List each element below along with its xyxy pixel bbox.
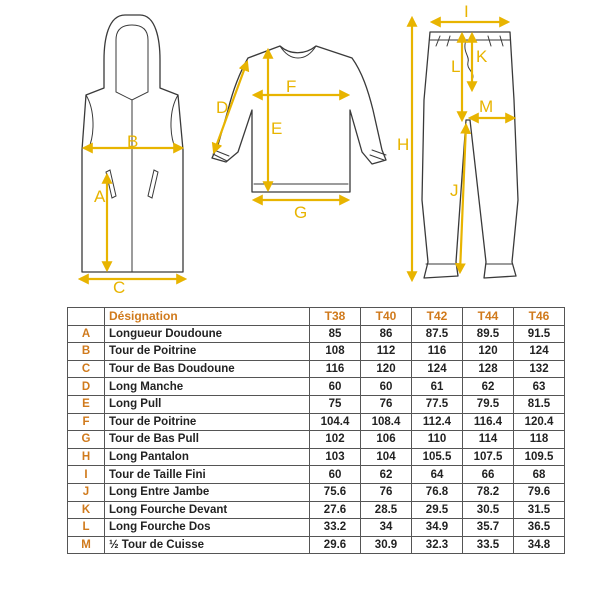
- row-value-t46: 118: [514, 431, 565, 449]
- row-value-t42: 76.8: [412, 483, 463, 501]
- row-letter: I: [68, 466, 105, 484]
- table-row: [68, 448, 565, 466]
- row-designation: Long Fourche Devant: [105, 501, 310, 519]
- row-letter: J: [68, 483, 105, 501]
- row-letter: C: [68, 360, 105, 378]
- row-value-t40: 62: [361, 466, 412, 484]
- row-value-t38: 116: [310, 360, 361, 378]
- pants-label-m: M: [479, 97, 494, 116]
- row-value-t44: 79.5: [463, 395, 514, 413]
- row-value-t42: 112.4: [412, 413, 463, 431]
- sweater-label-f: F: [286, 77, 297, 96]
- table-row: [68, 536, 565, 554]
- row-value-t38: 33.2: [310, 519, 361, 537]
- row-letter: D: [68, 378, 105, 396]
- table-header-row: [68, 308, 565, 326]
- row-letter: F: [68, 413, 105, 431]
- row-value-t40: 108.4: [361, 413, 412, 431]
- vest-label-b: B: [127, 132, 139, 151]
- row-value-t44: 128: [463, 360, 514, 378]
- table-row: [68, 360, 565, 378]
- row-designation: Tour de Poitrine: [105, 343, 310, 361]
- row-value-t40: 106: [361, 431, 412, 449]
- row-value-t44: 120: [463, 343, 514, 361]
- row-value-t42: 61: [412, 378, 463, 396]
- row-value-t38: 75.6: [310, 483, 361, 501]
- row-value-t44: 62: [463, 378, 514, 396]
- row-value-t38: 85: [310, 325, 361, 343]
- row-letter: A: [68, 325, 105, 343]
- row-value-t46: 34.8: [514, 536, 565, 554]
- row-value-t44: 116.4: [463, 413, 514, 431]
- row-value-t42: 32.3: [412, 536, 463, 554]
- pants-label-l: L: [451, 57, 461, 76]
- row-letter: E: [68, 395, 105, 413]
- row-value-t46: 120.4: [514, 413, 565, 431]
- row-designation: ½ Tour de Cuisse: [105, 536, 310, 554]
- table-row: [68, 519, 565, 537]
- row-designation: Long Fourche Dos: [105, 519, 310, 537]
- row-value-t42: 124: [412, 360, 463, 378]
- pants-label-j: J: [450, 181, 459, 200]
- row-value-t44: 66: [463, 466, 514, 484]
- row-value-t40: 86: [361, 325, 412, 343]
- row-value-t38: 108: [310, 343, 361, 361]
- vest-label-c: C: [113, 278, 126, 297]
- table-row: [68, 501, 565, 519]
- row-letter: K: [68, 501, 105, 519]
- row-value-t38: 104.4: [310, 413, 361, 431]
- row-value-t42: 29.5: [412, 501, 463, 519]
- row-value-t40: 34: [361, 519, 412, 537]
- row-designation: Tour de Taille Fini: [105, 466, 310, 484]
- row-value-t38: 29.6: [310, 536, 361, 554]
- header-size-t40: T40: [361, 308, 412, 326]
- row-value-t40: 76: [361, 395, 412, 413]
- row-value-t46: 36.5: [514, 519, 565, 537]
- sweater-drawing: [212, 46, 386, 222]
- table-row: [68, 325, 565, 343]
- row-value-t42: 116: [412, 343, 463, 361]
- row-letter: L: [68, 519, 105, 537]
- row-value-t40: 30.9: [361, 536, 412, 554]
- table-row: [68, 343, 565, 361]
- row-designation: Long Pantalon: [105, 448, 310, 466]
- row-value-t44: 78.2: [463, 483, 514, 501]
- table-row: [68, 413, 565, 431]
- row-letter: H: [68, 448, 105, 466]
- row-value-t42: 110: [412, 431, 463, 449]
- row-value-t42: 105.5: [412, 448, 463, 466]
- row-value-t40: 112: [361, 343, 412, 361]
- header-designation: Désignation: [105, 308, 310, 326]
- row-value-t40: 120: [361, 360, 412, 378]
- row-value-t42: 77.5: [412, 395, 463, 413]
- row-value-t40: 104: [361, 448, 412, 466]
- row-letter: G: [68, 431, 105, 449]
- row-designation: Long Entre Jambe: [105, 483, 310, 501]
- sweater-label-e: E: [271, 119, 283, 138]
- row-value-t44: 35.7: [463, 519, 514, 537]
- pants-label-h: H: [397, 135, 410, 154]
- row-letter: M: [68, 536, 105, 554]
- row-designation: Long Manche: [105, 378, 310, 396]
- row-value-t42: 64: [412, 466, 463, 484]
- size-chart-table: [67, 307, 565, 554]
- row-value-t40: 76: [361, 483, 412, 501]
- row-designation: Longueur Doudoune: [105, 325, 310, 343]
- vest-drawing: [80, 15, 185, 297]
- row-value-t38: 60: [310, 378, 361, 396]
- row-value-t44: 89.5: [463, 325, 514, 343]
- row-value-t42: 87.5: [412, 325, 463, 343]
- vest-label-a: A: [94, 187, 106, 206]
- row-value-t46: 63: [514, 378, 565, 396]
- row-value-t40: 60: [361, 378, 412, 396]
- row-value-t38: 60: [310, 466, 361, 484]
- row-value-t46: 91.5: [514, 325, 565, 343]
- row-value-t44: 30.5: [463, 501, 514, 519]
- row-letter: B: [68, 343, 105, 361]
- table-row: [68, 395, 565, 413]
- pants-label-k: K: [476, 47, 488, 66]
- row-value-t44: 114: [463, 431, 514, 449]
- row-value-t40: 28.5: [361, 501, 412, 519]
- row-value-t46: 81.5: [514, 395, 565, 413]
- row-value-t42: 34.9: [412, 519, 463, 537]
- header-size-t46: T46: [514, 308, 565, 326]
- pants-label-i: I: [464, 2, 469, 21]
- table-row: [68, 431, 565, 449]
- row-value-t38: 27.6: [310, 501, 361, 519]
- sweater-label-d: D: [216, 98, 229, 117]
- row-value-t44: 107.5: [463, 448, 514, 466]
- table-row: [68, 466, 565, 484]
- row-value-t46: 124: [514, 343, 565, 361]
- row-value-t38: 102: [310, 431, 361, 449]
- pants-drawing: [397, 2, 518, 280]
- row-designation: Tour de Poitrine: [105, 413, 310, 431]
- row-value-t46: 68: [514, 466, 565, 484]
- row-value-t46: 132: [514, 360, 565, 378]
- row-value-t38: 103: [310, 448, 361, 466]
- row-value-t38: 75: [310, 395, 361, 413]
- header-size-t44: T44: [463, 308, 514, 326]
- row-designation: Long Pull: [105, 395, 310, 413]
- header-size-t42: T42: [412, 308, 463, 326]
- row-value-t44: 33.5: [463, 536, 514, 554]
- row-value-t46: 109.5: [514, 448, 565, 466]
- row-designation: Tour de Bas Doudoune: [105, 360, 310, 378]
- row-value-t46: 79.6: [514, 483, 565, 501]
- header-size-t38: T38: [310, 308, 361, 326]
- table-row: [68, 378, 565, 396]
- row-designation: Tour de Bas Pull: [105, 431, 310, 449]
- sweater-label-g: G: [294, 203, 308, 222]
- header-letter: [68, 308, 105, 326]
- table-row: [68, 483, 565, 501]
- row-value-t46: 31.5: [514, 501, 565, 519]
